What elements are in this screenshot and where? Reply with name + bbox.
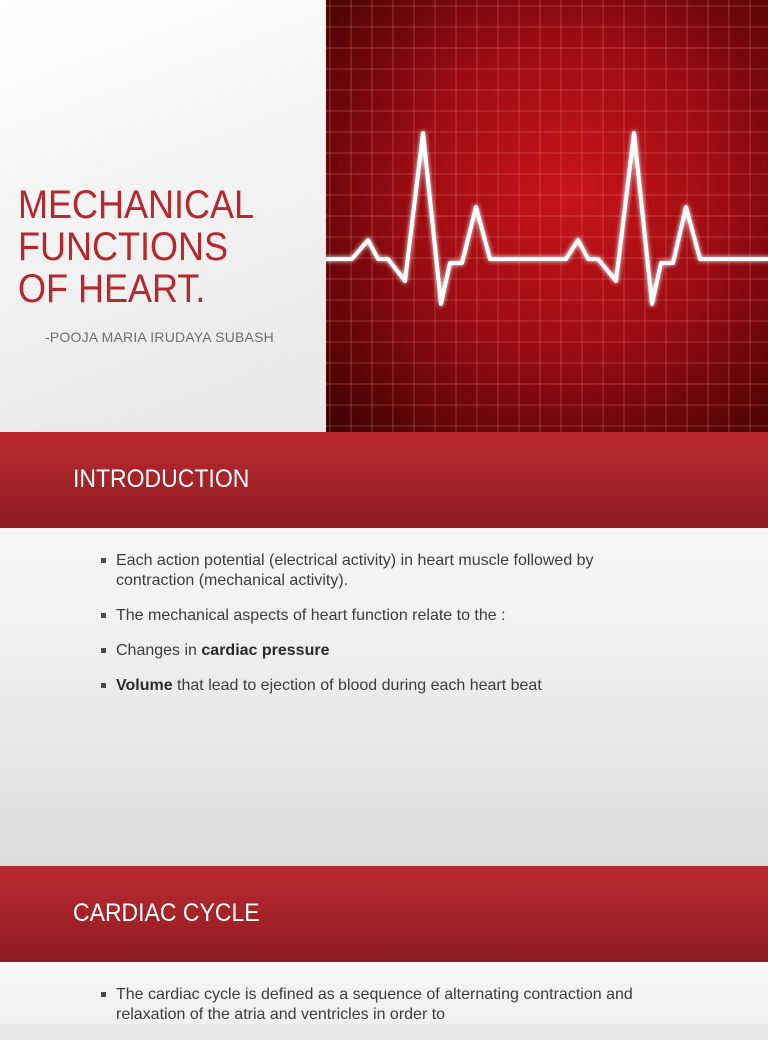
cardiac-cycle-header [0, 866, 768, 962]
cardiac-cycle-content [0, 962, 768, 1024]
bullet-bold-text: cardiac pressure [201, 642, 330, 659]
slide-title [18, 184, 288, 310]
bullet-text: Changes in [116, 642, 202, 659]
title-line: MECHANICAL [18, 183, 255, 227]
monitor-grid [326, 0, 768, 432]
bullet-item [101, 606, 661, 626]
ecg-monitor-image [326, 0, 768, 432]
introduction-header [0, 432, 768, 528]
title-line: FUNCTIONS [18, 225, 228, 269]
bullet-item [101, 641, 661, 661]
bullet-item [101, 985, 661, 1025]
bullet-bold-text: Volume [116, 677, 173, 694]
bullet-square-icon [101, 558, 106, 563]
bullet-square-icon [101, 613, 106, 618]
bullet-text: Each action potential (electrical activity) in heart muscle followed by contraction (mechanical activity). [116, 552, 594, 589]
bullet-square-icon [101, 683, 106, 688]
introduction-content [0, 528, 768, 866]
bullet-text: The mechanical aspects of heart function relate to the : [116, 607, 506, 624]
bullet-item [101, 551, 661, 591]
bullet-item [101, 676, 661, 696]
bullet-text: The cardiac cycle is defined as a sequence of alternating contraction and relaxation of the atria and ventricles in order to [116, 986, 633, 1023]
heartbeat-line [326, 133, 768, 304]
bullet-square-icon [101, 992, 106, 997]
title-slide [0, 0, 768, 432]
section-title: CARDIAC CYCLE [73, 899, 260, 927]
bullet-square-icon [101, 648, 106, 653]
title-line: OF HEART. [18, 267, 206, 311]
section-title: INTRODUCTION [73, 465, 250, 493]
bullet-list [101, 551, 661, 711]
bullet-list [101, 985, 661, 1040]
ecg-heartbeat-icon [326, 0, 768, 432]
author-subtitle: -POOJA MARIA IRUDAYA SUBASH [45, 329, 274, 345]
bullet-text: that lead to ejection of blood during each heart beat [172, 677, 542, 694]
title-panel [0, 0, 326, 432]
